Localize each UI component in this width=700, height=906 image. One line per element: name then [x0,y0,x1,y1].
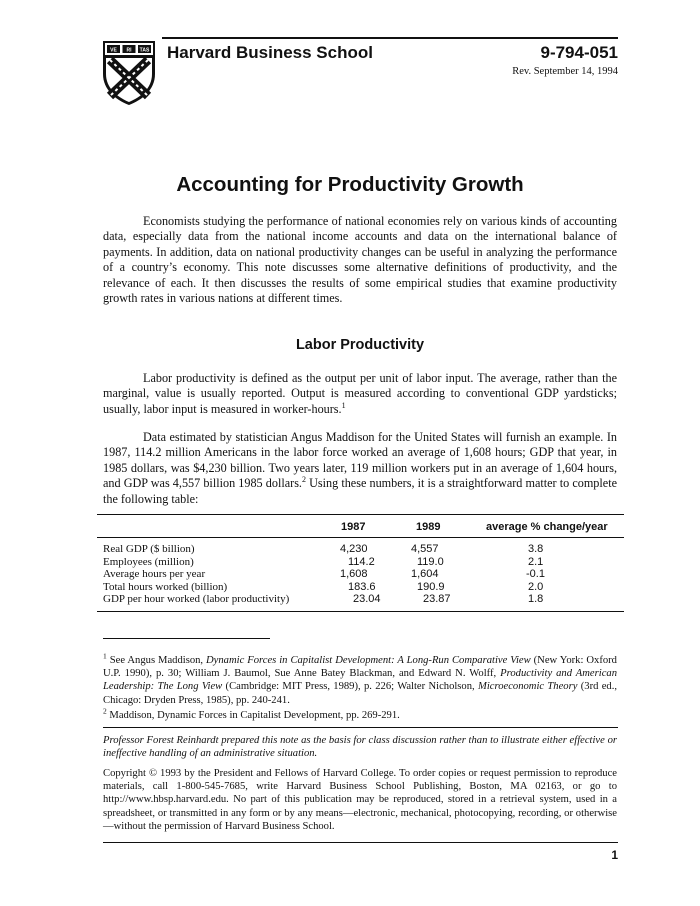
row-label: Employees (million) [103,555,194,568]
harvard-shield-logo [102,40,156,106]
table-bottom-rule [97,611,624,612]
cell-change: 2.0 [528,580,544,593]
footer-rule [103,842,618,843]
cell-1987: 23.04 [353,593,381,605]
row-label: Real GDP ($ billion) [103,543,195,555]
copyright-notice: Copyright © 1993 by the President and Fellows of Harvard College. To order copies or request permission to reproduce materials, call 1-800-545-7685, write Harvard Business School Publishing, Boston, MA 02163, or go to http://www.hbsp.harvard.edu. No part of this publication may be reproduced, stored in a retrieval system, used in a spreadsheet, or transmitted in any form or by any means—electronic, mechanical, photocopying, recording, or otherwise—without the permission of Harvard Business School. [103,768,617,832]
table-row [103,543,623,555]
table-row [103,568,623,580]
note-rule [103,727,618,728]
footnote-2 [103,706,617,722]
section-heading: Labor Productivity [295,337,425,353]
motto-ve: VE [110,47,117,54]
cell-1987: 183.6 [348,580,376,593]
prepared-note: Professor Forest Reinhardt prepared this note as the basis for class discussion rather than to illustrate either effective or ineffective handling of an administrative situation. [103,735,617,760]
header-rule [162,37,618,39]
col-header-change: average % change/year [486,521,608,533]
cell-change: 3.8 [528,543,544,555]
footnote-ref-1[interactable]: 1 [341,400,346,410]
col-header-1987: 1987 [341,521,366,533]
intro-paragraph [103,214,617,306]
page-title: Accounting for Productivity Growth [176,173,524,196]
cell-change: -0.1 [526,568,545,580]
page-number: 1 [611,848,618,862]
cell-change: 2.1 [528,555,544,568]
revision-date: Rev. September 14, 1994 [512,66,618,77]
fn2-text: Maddison, Dynamic Forces in Capitalist Development, pp. 269-291. [106,710,400,721]
cell-1987: 114.2 [348,555,375,568]
fn1-text-g: (3rd ed., Chicago: Dryden Press, 1985), pp. 240-241. [103,681,618,706]
cell-1987: 4,230 [340,543,368,555]
fn1-text-c: (New York: Oxford U.P. 1990), p. 30; William J. Baumol, Sue Anne Batey Blackman, and Edward N. Wolff, [103,655,617,680]
footnote-rule [103,638,270,639]
data-paragraph [103,430,617,507]
intro-text: Economists studying the performance of national economies rely on various kinds of accounting data, especially data from the national income accounts and data on the international balance of payments. In addition, data on national productivity changes can be useful in analyzing the performance of a country’s economy. This note discusses some alternative definitions of productivity, and the relevance of each. It then discusses the results of some empirical studies that examine productivity growth rates in various nations at different times. [103,214,617,306]
table-header-rule [97,537,624,538]
col-header-1989: 1989 [416,521,441,533]
cell-1987: 1,608 [340,568,368,580]
row-label: Total hours worked (billion) [103,580,228,593]
data-text-a: Data estimated by statistician Angus Maddison for the United States will furnish an example. In 1987, 114.2 million Americans in the labor force worked an average of 1,608 hours; GDP that year, in 1985 dollars, was $4,230 billion. Two years later, 119 million workers put in an average of 1,604 hours, and GDP was 4,557 billion 1985 dollars. [103,430,617,491]
fn1-title-nicholson: Microeconomic Theory [478,681,578,693]
fn1-title-maddison: Dynamic Forces in Capitalist Development: A Long-Run Comparative View [206,655,531,666]
row-label: GDP per hour worked (labor productivity) [103,593,290,605]
case-number: 9-794-051 [540,43,618,62]
table-top-rule [97,514,624,515]
labor-paragraph [103,371,617,417]
footnote-1-number: 1 [103,651,107,661]
cell-change: 1.8 [528,593,544,605]
cell-1989: 1,604 [411,568,439,580]
cell-1989: 4,557 [411,543,439,555]
motto-tas: TAS [139,47,150,54]
table-row [103,581,623,593]
fn1-title-baumol: Productivity and American Leadership: The Long View [103,668,617,693]
fn1-text-e: (Cambridge: MIT Press, 1989), p. 226; Walter Nicholson, [222,681,478,693]
footnote-1 [103,651,618,707]
fn1-text-a: See Angus Maddison, [106,655,207,666]
labor-text: Labor productivity is defined as the output per unit of labor input. The average, rather than the marginal, value is usually reported. Output is measured according to conventional GDP yardsticks; usually, labor input is measured in worker-hours. [103,371,617,416]
table-row [103,593,623,605]
row-label: Average hours per year [103,568,206,580]
table-row [103,556,623,568]
school-name: Harvard Business School [167,43,373,62]
cell-1989: 190.9 [417,580,445,593]
footnote-2-number: 2 [103,706,107,716]
footnote-ref-2[interactable]: 2 [301,475,306,485]
cell-1989: 23.87 [423,593,451,605]
motto-ri: RI [126,47,132,54]
cell-1989: 119.0 [417,555,444,568]
data-text-b: Using these numbers, it is a straightforward matter to complete the following table: [103,476,617,506]
